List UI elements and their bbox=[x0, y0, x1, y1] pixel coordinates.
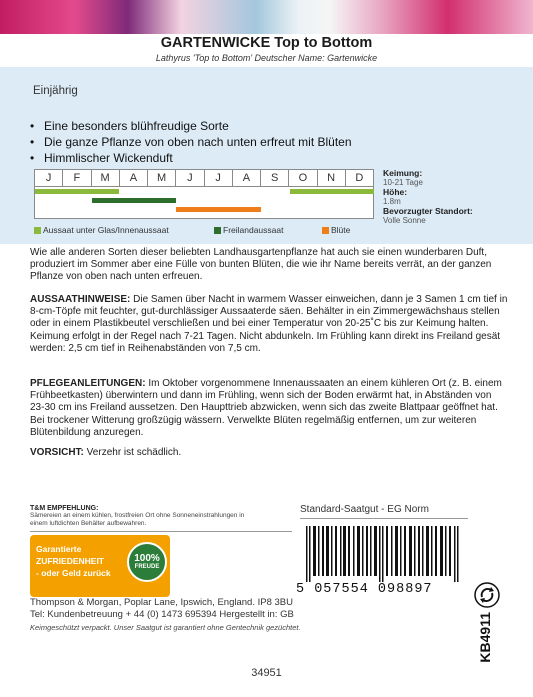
plant-facts bbox=[383, 168, 503, 225]
month-aug: A bbox=[233, 170, 261, 186]
legend-indoor: Aussaat unter Glas/Innenaussaat bbox=[34, 225, 169, 235]
month-feb: F bbox=[63, 170, 91, 186]
feature-list bbox=[30, 118, 352, 166]
month-mar: M bbox=[92, 170, 120, 186]
feature-item: • Eine besonders blühfreudige Sorte bbox=[30, 119, 229, 133]
location-label: Bevorzugter Standort: bbox=[383, 206, 473, 216]
month-jul: J bbox=[205, 170, 233, 186]
product-subtitle: Lathyrus 'Top to Bottom' Deutscher Name: Gartenwicke bbox=[155, 53, 378, 63]
guarantee-badge bbox=[30, 535, 170, 597]
product-title: GARTENWICKE Top to Bottom bbox=[160, 35, 373, 51]
calendar-months bbox=[35, 170, 373, 187]
caution-label: VORSICHT: bbox=[30, 447, 84, 458]
height-value: 1.8m bbox=[383, 197, 401, 206]
calendar-legend bbox=[34, 225, 374, 237]
month-dec: D bbox=[355, 172, 364, 184]
bar-indoor-autumn bbox=[290, 189, 374, 194]
footer-code: 34951 bbox=[251, 667, 282, 679]
small-print: Keimgeschützt verpackt. Unser Saatgut ist garantiert ohne Gentechnik gezüchtet. bbox=[30, 623, 301, 632]
caution-text: Verzehr ist schädlich. bbox=[83, 447, 182, 458]
sowing-label: AUSSAATHINWEISE: bbox=[30, 294, 131, 305]
sowing-text: Die Samen über Nacht in warmem Wasser einweichen, dann je 3 Samen 1 cm tief in 8-cm-Töpfe mit feuchter, gut-durchlässiger Aussaaterde säen. Behälter in ein Zimmergewächshaus stellen oder in einem Plastikbeutel verschließen und bei einer Temperatur von 20-25˚C bis zur Keimung halten. Keimung erfolgt in der Regel nach 7-21 Tagen. Nicht abdunkeln. Im Frühling kann direkt ins Freiland gesät werden: 2,5 cm tief in Reihenabständen von 7,5 cm. bbox=[30, 294, 508, 354]
intro-text: Wie alle anderen Sorten dieser beliebten Landhausgartenpflanze hat auch sie einen wunderbaren Duft, produziert im Sommer aber eine Fülle von bunten Blüten, die wie ihr Name bereits verrät, an der ganzen Pflanze von oben nach unten erfreuen. bbox=[30, 247, 492, 283]
tm-heading: T&M EMPFEHLUNG: bbox=[30, 505, 99, 512]
article-code: KB4911 bbox=[477, 612, 493, 663]
recycle-icon bbox=[474, 582, 500, 608]
header-flower-photo bbox=[0, 0, 533, 34]
month-apr: A bbox=[120, 170, 148, 186]
legend-flowering: Blüte bbox=[322, 225, 350, 235]
divider bbox=[30, 531, 292, 532]
height-label: Höhe: bbox=[383, 187, 408, 197]
month-jan: J bbox=[35, 170, 63, 186]
feature-item: • Die ganze Pflanze von oben nach unten erfreut mit Blüten bbox=[30, 135, 352, 149]
month-nov: N bbox=[318, 170, 346, 186]
guarantee-text: Garantierte ZUFRIEDENHEIT - oder Geld zurück bbox=[36, 544, 111, 578]
care-text: Im Oktober vorgenommene Innenaussaaten an einem kühleren Ort (z. B. einem Frühbeetkasten) überwintern und dann im Frühling, wenn sich der Boden erwärmt hat, in Abständen von 23-30 cm ins Freiland aussetzen. Den Haupttrieb abzwicken, wenn sich das zweite Blattpaar geöffnet hat. Bei trockener Witterung großzügig wässern. Verwelkte Blüten regelmäßig entfernen, um zur weiteren Blütenbildung anzuregen. bbox=[30, 378, 502, 438]
germination-value: 10-21 Tage bbox=[383, 178, 423, 187]
barcode-number: 5 057554 098897 bbox=[296, 582, 433, 597]
barcode-bars bbox=[300, 526, 468, 582]
tm-recommendation bbox=[30, 505, 280, 532]
satisfaction-seal-icon: 100% FREUDE bbox=[127, 542, 167, 582]
company-address: Thompson & Morgan, Poplar Lane, Ipswich, England. IP8 3BU Tel: Kundenbetreuung + 44 (0) 1473 695394 Hergestellt in: GB bbox=[30, 597, 294, 620]
barcode bbox=[300, 526, 468, 586]
bar-outdoor bbox=[92, 198, 176, 203]
month-jun: J bbox=[176, 170, 204, 186]
germination-label: Keimung: bbox=[383, 168, 423, 178]
bar-indoor-spring bbox=[35, 189, 119, 194]
legend-outdoor: Freilandaussaat bbox=[214, 225, 283, 235]
month-sep: S bbox=[261, 170, 289, 186]
month-may: M bbox=[148, 170, 176, 186]
care-instructions bbox=[30, 378, 508, 439]
sowing-calendar bbox=[34, 169, 374, 219]
month-oct: O bbox=[289, 170, 317, 186]
feature-item: • Himmlischer Wickenduft bbox=[30, 151, 173, 165]
standard-label: Standard-Saatgut - EG Norm bbox=[300, 504, 429, 515]
tm-text-2: einem luftdichten Behälter aufbewahren. bbox=[30, 520, 147, 527]
bar-flowering bbox=[176, 207, 261, 212]
tm-text-1: Sämereien an einem kühlen, frostfreien Ort ohne Sonneneinstrahlungen in bbox=[30, 512, 245, 519]
care-label: PFLEGEANLEITUNGEN: bbox=[30, 378, 146, 389]
location-value: Volle Sonne bbox=[383, 216, 426, 225]
divider bbox=[300, 518, 468, 519]
annual-label: Einjährig bbox=[33, 85, 78, 97]
sowing-instructions bbox=[30, 294, 508, 355]
caution-note bbox=[30, 447, 508, 459]
